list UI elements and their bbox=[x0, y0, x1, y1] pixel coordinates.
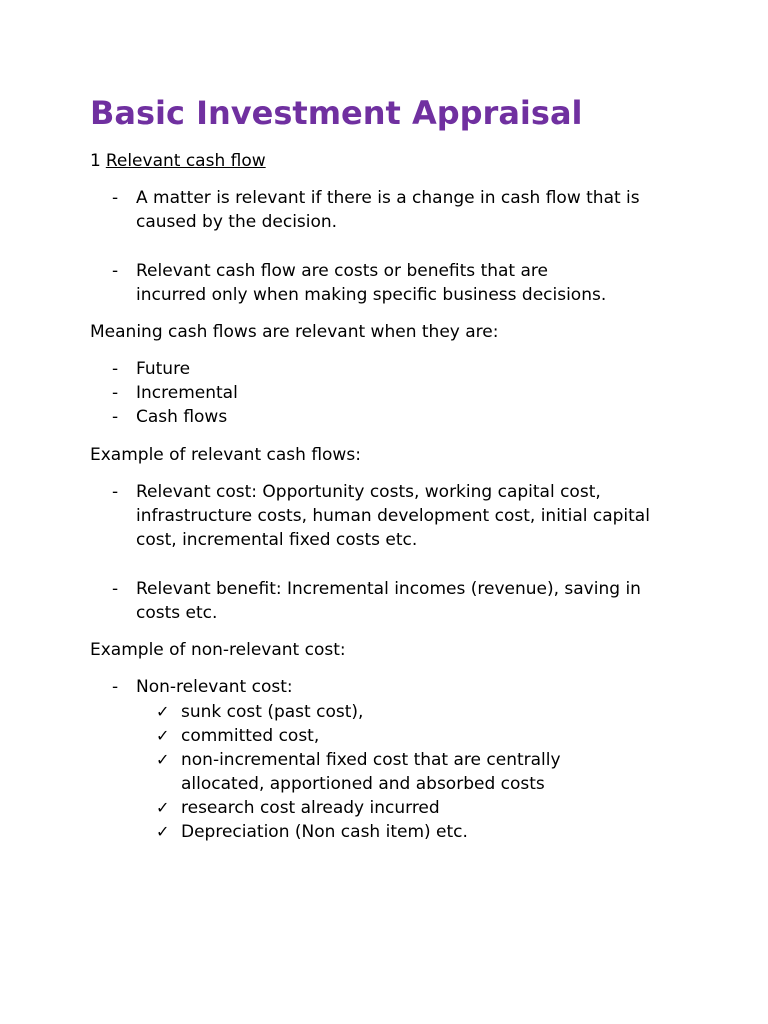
checklist-item-text: sunk cost (past cost), bbox=[181, 702, 364, 722]
checkmark-icon: ✓ bbox=[156, 702, 170, 721]
list-item-text: Relevant cost: Opportunity costs, working capital cost, infrastructure costs, human development cost, initial capital cost, incremental fixed costs etc. bbox=[136, 482, 650, 550]
section-heading bbox=[90, 149, 266, 173]
section-number: 1 bbox=[90, 151, 101, 171]
page-title: Basic Investment Appraisal bbox=[90, 94, 583, 132]
bullet-dash: - bbox=[112, 579, 119, 599]
list-item-text: Relevant benefit: Incremental incomes (revenue), saving in costs etc. bbox=[136, 579, 641, 623]
checkmark-icon: ✓ bbox=[156, 750, 170, 769]
checkmark-icon: ✓ bbox=[156, 798, 170, 817]
non-relevant-intro: Example of non-relevant cost: bbox=[90, 640, 346, 660]
list-item-text: A matter is relevant if there is a change in cash flow that is caused by the decision. bbox=[136, 188, 640, 232]
list-item-text: Non-relevant cost: bbox=[136, 677, 293, 697]
section-title: Relevant cash flow bbox=[105, 151, 266, 171]
relevant-examples-intro: Example of relevant cash flows: bbox=[90, 445, 361, 465]
list-item-text: Incremental bbox=[136, 383, 238, 403]
list-item-text: Cash flows bbox=[136, 407, 228, 427]
checklist-item-text: committed cost, bbox=[181, 726, 320, 746]
checklist-item-text: non-incremental fixed cost that are centrally allocated, apportioned and absorbed costs bbox=[181, 750, 561, 794]
bullet-dash: - bbox=[112, 383, 119, 403]
bullet-dash: - bbox=[112, 677, 119, 697]
meaning-intro: Meaning cash flows are relevant when they are: bbox=[90, 322, 499, 342]
bullet-dash: - bbox=[112, 188, 119, 208]
list-item-text: Future bbox=[136, 359, 191, 379]
checkmark-icon: ✓ bbox=[156, 822, 170, 841]
bullet-dash: - bbox=[112, 407, 119, 427]
list-item-text: Relevant cash flow are costs or benefits that are incurred only when making specific business decisions. bbox=[136, 261, 607, 305]
checkmark-icon: ✓ bbox=[156, 726, 170, 745]
bullet-dash: - bbox=[112, 359, 119, 379]
checklist-item-text: research cost already incurred bbox=[181, 798, 440, 818]
bullet-dash: - bbox=[112, 261, 119, 281]
checklist-item-text: Depreciation (Non cash item) etc. bbox=[181, 822, 468, 842]
bullet-dash: - bbox=[112, 482, 119, 502]
